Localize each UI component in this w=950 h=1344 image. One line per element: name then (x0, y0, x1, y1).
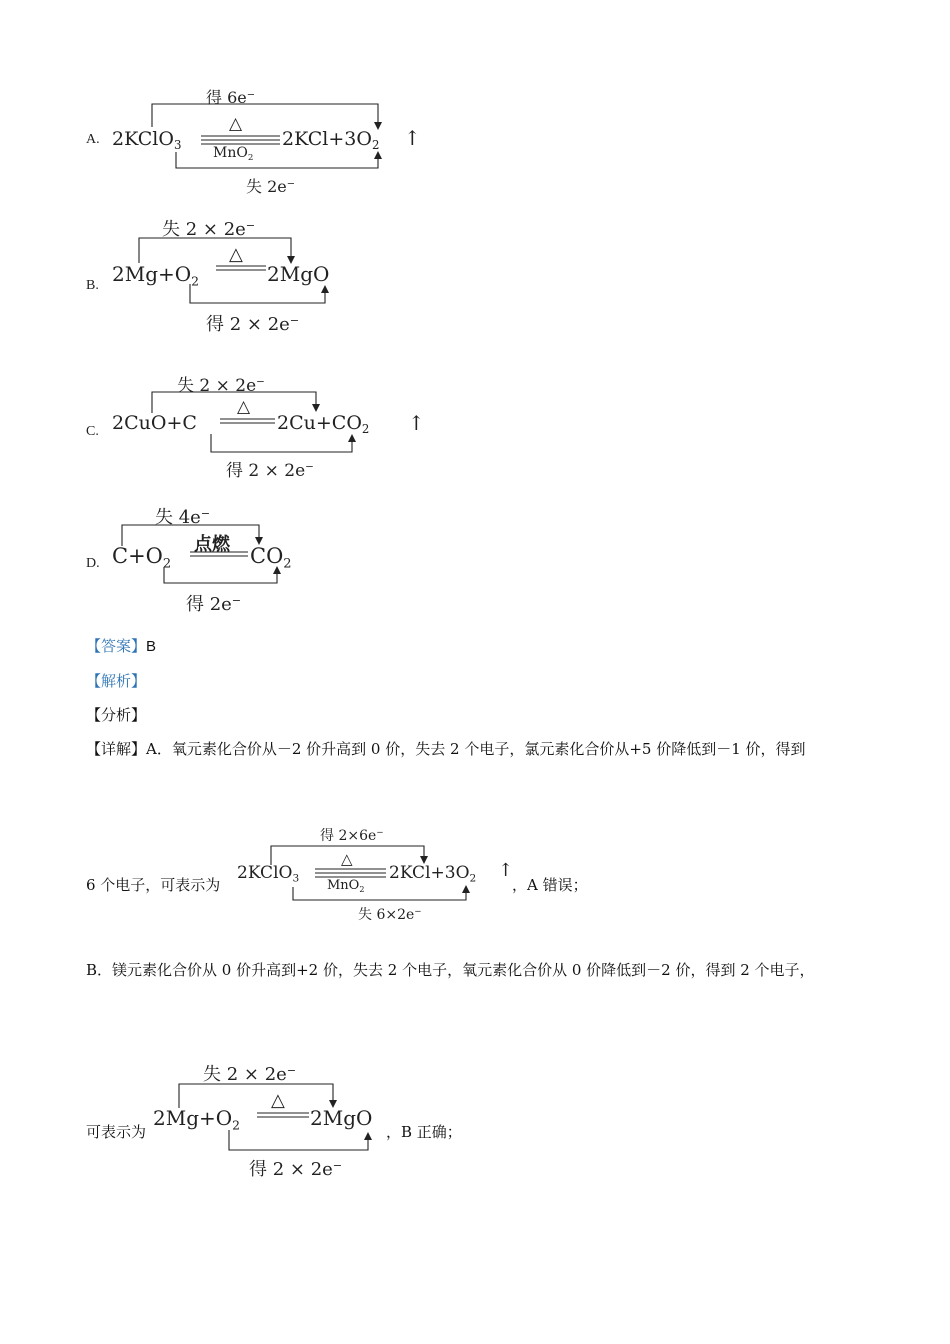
electron-loss-label: 失 6×2e− (358, 907, 422, 923)
heat-symbol: △ (237, 397, 251, 417)
electron-gain-label: 得 2 × 2e− (226, 461, 314, 481)
catalyst: MnO$_2$ (213, 145, 254, 164)
products: $2Cu+CO_2$ (277, 412, 370, 437)
electron-gain-label: 得 2×6e− (320, 828, 384, 844)
reactants: $2Mg+O_2$ (153, 1106, 241, 1133)
electron-gain-label: 得 2 × 2e− (249, 1158, 343, 1180)
electron-loss-label: 失 2 × 2e− (203, 1063, 297, 1085)
detail-a-suffix: ，A 错误； (512, 876, 588, 894)
detail-b-suffix: ，B 正确； (386, 1123, 462, 1141)
heat-symbol: △ (229, 114, 243, 134)
gas-arrow-icon: ↑ (404, 126, 421, 150)
electron-gain-label: 得 6e− (206, 88, 256, 107)
electron-loss-label: 失 2 × 2e− (177, 376, 265, 396)
fenxi-tag: 【分析】 (86, 706, 147, 724)
reactants: 2KClO$_3$ (237, 863, 300, 885)
detail-b-prefix: 可表示为 (86, 1123, 147, 1141)
heat-symbol: △ (341, 850, 353, 868)
option-label: C. (86, 424, 99, 439)
products: 2MgO (267, 262, 330, 286)
electron-loss-label: 失 2 × 2e− (162, 218, 256, 240)
option-label: D. (86, 556, 100, 571)
reactants: 2KClO$_3$ (112, 128, 182, 153)
ignite-condition: 点燃 (194, 534, 230, 555)
products: 2MgO (310, 1106, 373, 1130)
electron-gain-label: 得 2e− (186, 593, 242, 615)
electron-loss-label: 失 2e− (246, 177, 296, 196)
detail-a-prefix: 6 个电子，可表示为 (86, 876, 221, 894)
heat-symbol: △ (271, 1090, 285, 1111)
heat-symbol: △ (229, 244, 243, 265)
option-label: B. (86, 278, 99, 293)
option-label: A. (86, 132, 100, 147)
products: $2KCl+3O_2$ (282, 128, 380, 153)
answer-value: B (146, 638, 157, 655)
detail-b-line: B．镁元素化合价从 0 价升高到+2 价，失去 2 个电子，氧元素化合价从 0 价降低到－2 价，得到 2 个电子， (86, 961, 815, 979)
reactants: $2Mg+O_2$ (112, 262, 200, 289)
reactants: $C+O_2$ (112, 544, 172, 572)
gas-arrow-icon: ↑ (498, 860, 514, 881)
electron-gain-label: 得 2 × 2e− (206, 313, 300, 335)
detail-tag: 【详解】 (86, 740, 147, 758)
reactants: 2CuO+C (112, 412, 197, 434)
catalyst: MnO$_2$ (327, 878, 365, 894)
products: $CO_2$ (250, 544, 292, 572)
detail-text: A．氧元素化合价从－2 价升高到 0 价，失去 2 个电子，氯元素化合价从+5 价降低到－1 价，得到 (146, 740, 806, 758)
answer-tag: 【答案】 (86, 637, 147, 655)
analysis-tag: 【解析】 (86, 672, 147, 690)
products: $2KCl+3O_2$ (389, 863, 477, 885)
electron-loss-label: 失 4e− (155, 506, 211, 528)
gas-arrow-icon: ↑ (408, 411, 425, 435)
